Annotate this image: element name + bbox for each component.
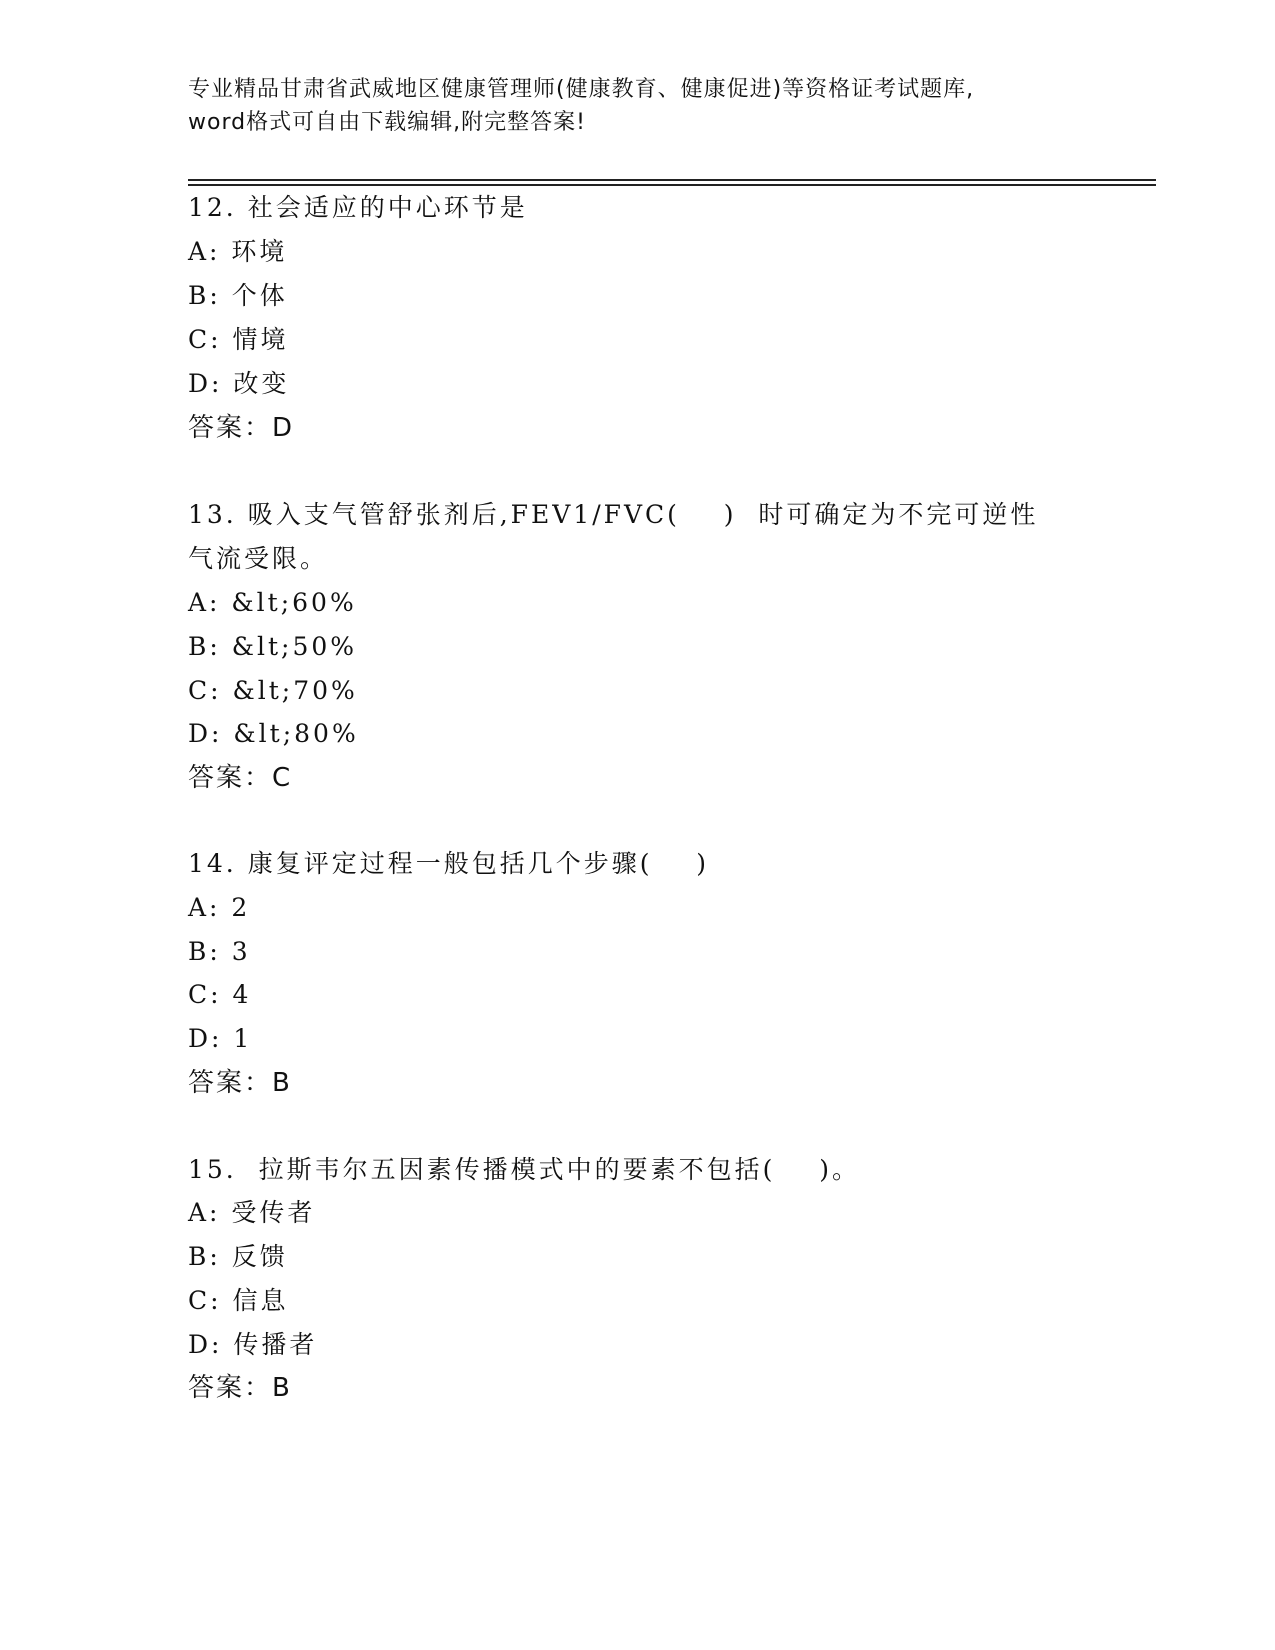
question-14-answer: 答案：B: [188, 1068, 292, 1098]
question-14-stem: 14. 康复评定过程一般包括几个步骤( ): [188, 849, 710, 878]
question-15-option-b: B: 反馈: [188, 1242, 288, 1271]
question-13-option-c: C: &lt;70%: [188, 676, 358, 705]
header-divider-bottom: [188, 184, 1156, 186]
question-13-option-b: B: &lt;50%: [188, 632, 358, 661]
question-15-option-a: A: 受传者: [188, 1198, 316, 1227]
question-12-option-c: C: 情境: [188, 325, 289, 354]
header-title-line-2: word格式可自由下载编辑,附完整答案!: [188, 110, 586, 135]
question-14-option-d: D: 1: [188, 1024, 253, 1053]
question-13-stem: 13. 吸入支气管舒张剂后,FEV1/FVC( ) 时可确定为不完可逆性: [188, 500, 1039, 529]
question-13-stem-line-2: 气流受限。: [188, 544, 329, 573]
question-12-option-d: D: 改变: [188, 369, 290, 398]
question-15-stem: 15. 拉斯韦尔五因素传播模式中的要素不包括( )。: [188, 1155, 860, 1184]
question-15-option-d: D: 传播者: [188, 1330, 318, 1359]
question-14-option-b: B: 3: [188, 937, 251, 966]
question-12-option-b: B: 个体: [188, 281, 288, 310]
header-title-line-1: 专业精品甘肃省武威地区健康管理师(健康教育、健康促进)等资格证考试题库,: [188, 77, 975, 102]
question-14-option-c: C: 4: [188, 980, 252, 1009]
question-14-option-a: A: 2: [188, 893, 251, 922]
question-12-stem: 12. 社会适应的中心环节是: [188, 193, 528, 222]
header-divider-top: [188, 179, 1156, 181]
question-13-option-d: D: &lt;80%: [188, 719, 359, 748]
question-15-option-c: C: 信息: [188, 1286, 289, 1315]
question-15-answer: 答案：B: [188, 1373, 292, 1403]
question-12-answer: 答案：D: [188, 413, 295, 443]
question-13-option-a: A: &lt;60%: [188, 588, 357, 617]
question-13-answer: 答案：C: [188, 763, 293, 793]
question-12-option-a: A: 环境: [188, 237, 288, 266]
